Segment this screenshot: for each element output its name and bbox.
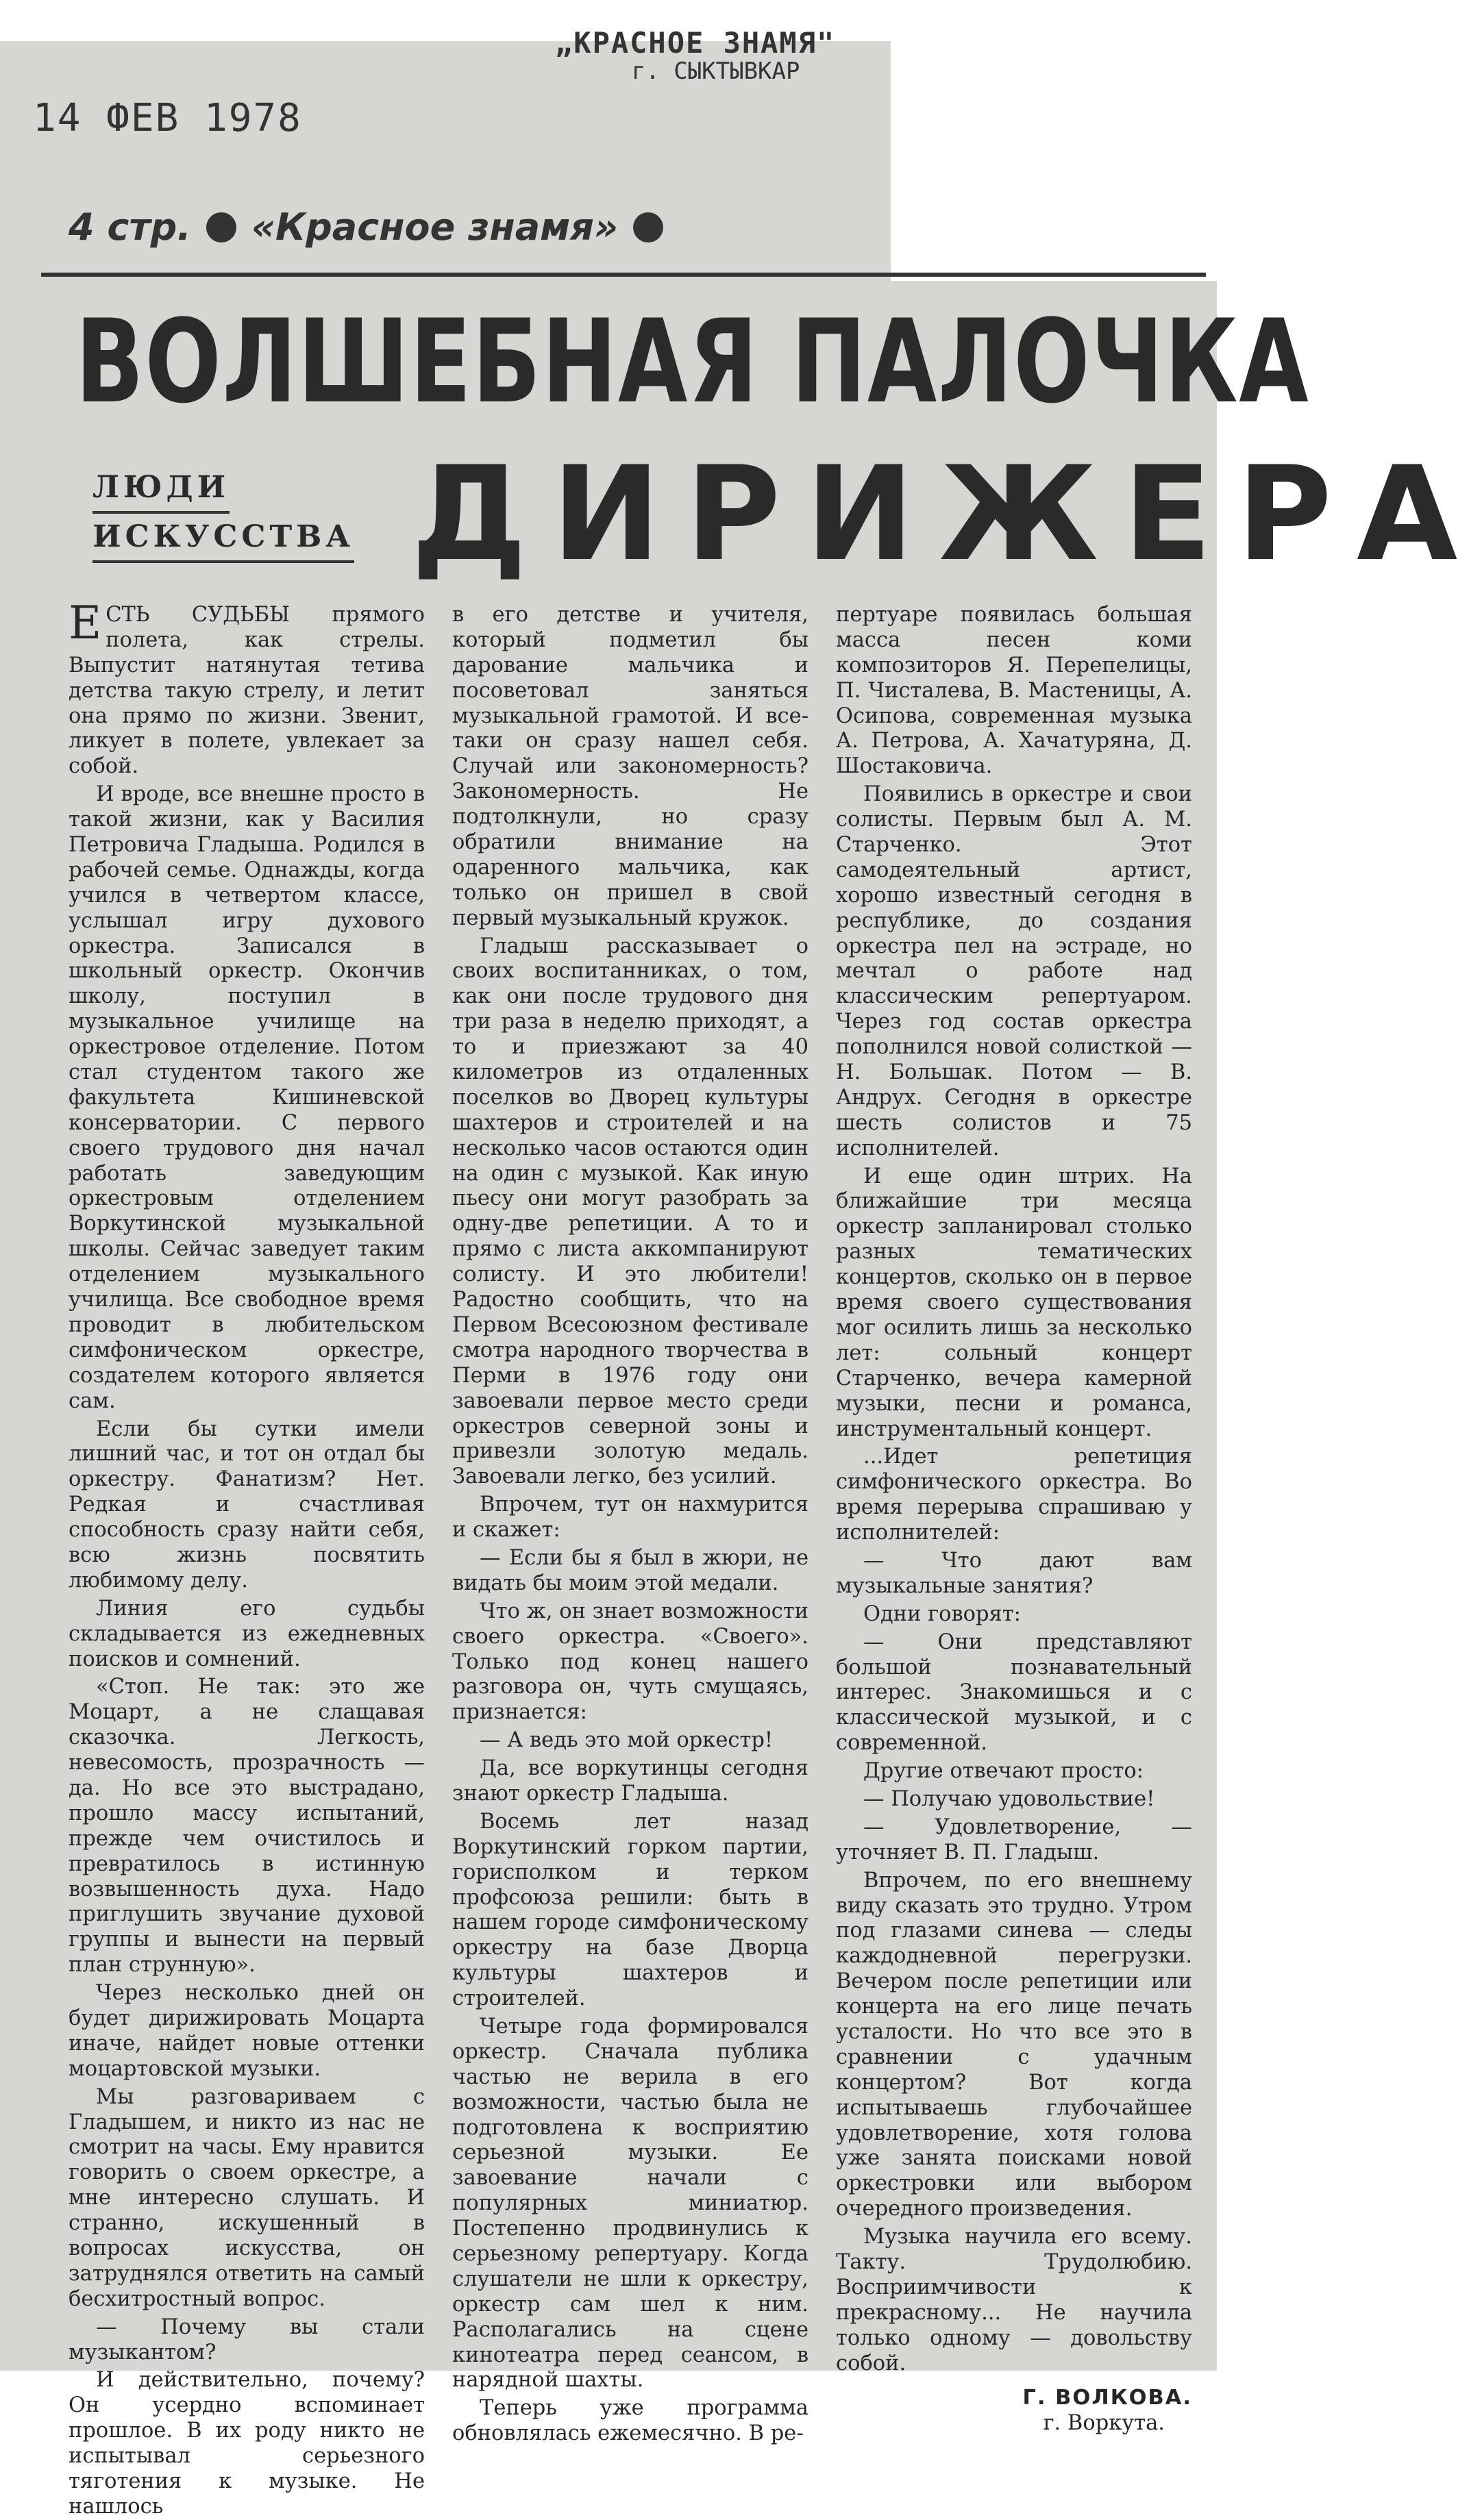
newspaper-stamp bbox=[555, 27, 835, 85]
bullet-dot-icon bbox=[633, 212, 663, 242]
paragraph: Четыре года формировался оркестр. Сначала публика частью не верила в его возможности, частью была не подготовлена к восприятию серьезной музыки. Ее завоевание начали с популярных миниатюр. Постепенно продвинулись к серьезному репертуару. Когда слушатели не шли к оркестру, оркестр сам шел к ним. Располагались на сцене кинотеатра перед сеансом, в нарядной шахты. bbox=[452, 2014, 808, 2393]
paragraph: И действительно, почему? Он усердно вспоминает прошлое. В их роду никто не испытывал серьезного тяготения к музыке. Не нашлось bbox=[69, 2368, 425, 2519]
drop-cap: Е bbox=[69, 597, 102, 649]
paragraph: Впрочем, по его внешнему виду сказать это трудно. Утром под глазами синева — следы каждодневной перегрузки. Вечером после репетиции или концерта на его лице печать усталости. Но что все это в сравнении с удачным концертом? Вот когда испытываешь глубочайшее удовлетворение, хотя голова уже занята поисками новой оркестровки или выбором очередного произведения. bbox=[836, 1868, 1192, 2221]
paragraph: «Стоп. Не так: это же Моцарт, а не слащавая сказочка. Легкость, невесомость, прозрачность — да. Но все это выстрадано, прошло массу испытаний, прежде чем очистилось и превратилось в истинную возвышенность духа. Надо приглушить звучание духовой группы и вынести на первый план струнную». bbox=[69, 1675, 425, 1978]
paragraph: Мы разговариваем с Гладышем, и никто из нас не смотрит на часы. Ему нравится говорить о своем оркестре, а мне интересно слушать. И странно, искушенный в вопросах искусства, он затруднялся ответить на самый бесхитростный вопрос. bbox=[69, 2084, 425, 2311]
paragraph: ...Идет репетиция симфонического оркестра. Во время перерыва спрашиваю у исполнителей: bbox=[836, 1445, 1192, 1545]
headline-line-2: ДИРИЖЕРА bbox=[411, 438, 1482, 590]
paragraph: Появились в оркестре и свои солисты. Первым был А. М. Старченко. Этот самодеятельный артист, хорошо известный сегодня в республике, до создания оркестра пел на эстраде, но мечтал о работе над классическим репертуаром. Через год состав оркестра пополнился новой солисткой — Н. Большак. Потом — В. Андрух. Сегодня в оркестре шесть солистов и 75 исполнителей. bbox=[836, 782, 1192, 1160]
page-header bbox=[69, 205, 891, 249]
article-column-1 bbox=[69, 597, 425, 2519]
paragraph: И вроде, все внешне просто в такой жизни, как у Василия Петровича Гладыша. Родился в рабочей семье. Однажды, когда учился в четвертом классе, услышал игру духового оркестра. Записался в школьный оркестр. Окончив школу, поступил в музыкальное училище на оркестровое отделение. Потом стал студентом такого же факультета Кишиневской консерватории. С первого своего трудового дня начал работать заведующим оркестровым отделением Воркутинской музыкальной школы. Сейчас заведует таким отделением музыкального училища. Все свободное время проводит в любительском симфоническом оркестре, создателем которого является сам. bbox=[69, 782, 425, 1413]
paragraph: Впрочем, тут он нахмурится и скажет: bbox=[452, 1493, 808, 1543]
paragraph: Другие отвечают просто: bbox=[863, 1759, 1144, 1784]
paragraph: Одни говорят: bbox=[863, 1601, 1021, 1626]
paragraph: Теперь уже программа обновлялась ежемесячно. В ре- bbox=[452, 2396, 808, 2446]
paragraph: Гладыш рассказывает о своих воспитанниках, о том, как они после трудового дня три раза в неделю приходят, а то и приезжают за 40 километров из отдаленных поселков во Дворец культуры шахтеров и строителей и на несколько часов остаются один на один с музыкой. Как иную пьесу они могут разобрать за одну-две репетиции. А то и прямо с листа аккомпанируют солисту. И это любители! Радостно сообщить, что на Первом Всесоюзном фестивале смотра народного творчества в Перми в 1976 году они завоевали первое место среди оркестров северной зоны и привезли золотую медаль. Завоевали легко, без усилий. bbox=[452, 934, 808, 1489]
paragraph: Линия его судьбы складывается из ежедневных поисков и сомнений. bbox=[69, 1596, 425, 1671]
paragraph: Музыка научила его всему. Такту. Трудолюбию. Восприимчивости к прекрасному... Не научила только одному — довольству собой. bbox=[836, 2225, 1192, 2375]
paragraph: — Они представляют большой познавательный интерес. Знакомишься и с классической музыкой, и с современной. bbox=[836, 1630, 1192, 1756]
stamp-paper-name: „КРАСНОЕ ЗНАМЯ" bbox=[555, 26, 836, 60]
author-signature: Г. ВОЛКОВА. bbox=[1022, 2386, 1192, 2410]
paragraph: Что ж, он знает возможности своего оркестра. «Своего». Только под конец нашего разговора он, чуть смущаясь, признается: bbox=[452, 1599, 808, 1725]
paragraph: Если бы сутки имели лишний час, и тот он отдал бы оркестру. Фанатизм? Нет. Редкая и счастливая способность сразу найти себя, всю жизнь посвятить любимому делу. bbox=[69, 1417, 425, 1593]
paragraph: Восемь лет назад Воркутинский горком партии, горисполком и терком профсоюза решили: быть в нашем городе симфоническому оркестру на базе Дворца культуры шахтеров и строителей. bbox=[452, 1809, 808, 2011]
paragraph: — Получаю удовольствие! bbox=[863, 1786, 1155, 1811]
article-column-2 bbox=[452, 603, 808, 2446]
article-column-3 bbox=[836, 603, 1192, 2436]
header-paper-name: «Красное знамя» bbox=[251, 205, 619, 249]
paragraph: И еще один штрих. На ближайшие три месяца оркестр запланировал столько разных тематических концертов, сколько он в первое время своего существования мог осилить лишь за несколько лет: сольный концерт Старченко, вечера камерной музыки, песни и романса, инструментальный концерт. bbox=[836, 1164, 1192, 1441]
rubric-line-2: ИСКУССТВА bbox=[92, 514, 354, 563]
paragraph: — Удовлетворение, — уточняет В. П. Гладыш. bbox=[836, 1814, 1192, 1864]
paragraph: пертуаре появилась большая масса песен коми композиторов Я. Перепелицы, П. Чисталева, В. Мастеницы, А. Осипова, современная музыка А. Петрова, А. Хачатуряна, Д. Шостаковича. bbox=[836, 603, 1192, 779]
bullet-dot-icon bbox=[206, 212, 236, 242]
paragraph: ЕСТЬ СУДЬБЫ прямого полета, как стрелы. Выпустит натянутая тетива детства такую стрелу, и летит она прямо по жизни. Звенит, ликует в полете, увлекает за собой. bbox=[69, 597, 425, 779]
header-rule bbox=[41, 273, 1206, 277]
paragraph: Да, все воркутинцы сегодня знают оркестр Гладыша. bbox=[452, 1756, 808, 1806]
stamp-city: г. СЫКТЫВКАР bbox=[631, 58, 800, 86]
paragraph: — Почему вы стали музыкантом? bbox=[69, 2315, 425, 2365]
author-place: г. Воркута. bbox=[1043, 2411, 1165, 2436]
date-stamp: 14 ФЕВ 1978 bbox=[33, 96, 302, 140]
clipping-notch bbox=[891, 0, 1217, 281]
rubric-line-1: ЛЮДИ bbox=[92, 464, 230, 514]
headline-line-1: ВОЛШЕБНАЯ ПАЛОЧКА bbox=[75, 295, 1310, 429]
article-body bbox=[69, 597, 1192, 2519]
paragraph: — Если бы я был в жюри, не видать бы моим этой медали. bbox=[452, 1545, 808, 1595]
paragraph: — А ведь это мой оркестр! bbox=[480, 1728, 774, 1753]
rubric bbox=[92, 464, 355, 563]
paragraph: в его детстве и учителя, который подметил бы дарование мальчика и посоветовал заняться музыкальной грамотой. И все-таки он сразу нашел себя. Случай или закономерность? Закономерность. Не подтолкнули, но сразу обратили внимание на одаренного мальчика, как только он пришел в свой первый музыкальный кружок. bbox=[452, 603, 808, 930]
page-number: 4 стр. bbox=[69, 205, 191, 249]
paragraph: — Что дают вам музыкальные занятия? bbox=[836, 1548, 1192, 1598]
paragraph: Через несколько дней он будет дирижировать Моцарта иначе, найдет новые оттенки моцартовской музыки. bbox=[69, 1981, 425, 2081]
